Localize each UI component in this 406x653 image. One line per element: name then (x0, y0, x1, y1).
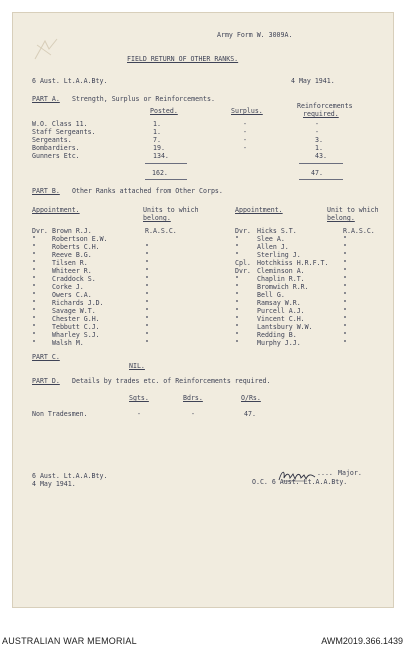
attached-name: Hicks S.T. (257, 227, 297, 235)
attached-name: Sterling J. (257, 251, 301, 259)
strength-row-reinforcements: - (315, 120, 319, 128)
attached-unit: " (145, 323, 149, 331)
strength-row-surplus: - (243, 120, 247, 128)
part-c-heading: PART C. (32, 353, 60, 361)
attached-name: Wharley S.J. (52, 331, 100, 339)
attached-unit: R.A.S.C. (343, 227, 375, 235)
reinf-total: 47. (311, 169, 323, 177)
units-header-right: Unit to which (327, 206, 379, 214)
attached-rank: " (235, 251, 239, 259)
attached-unit: " (145, 267, 149, 275)
attached-name: Savage W.T. (52, 307, 96, 315)
posted-header: Posted. (150, 107, 178, 115)
strength-row-reinforcements: - (315, 128, 319, 136)
attached-rank: " (235, 275, 239, 283)
part-c-value: NIL. (129, 362, 145, 370)
part-d-description: Details by trades etc. of Reinforcements required. (72, 377, 271, 385)
attached-name: Owers C.A. (52, 291, 92, 299)
strength-row-label: Gunners Etc. (32, 152, 80, 160)
strength-row-surplus: - (243, 128, 247, 136)
attached-name: Roberts C.H. (52, 243, 100, 251)
attached-rank: " (32, 339, 36, 347)
attached-rank: " (235, 243, 239, 251)
strength-row-reinforcements: 1. (315, 144, 323, 152)
archive-reference: AWM2019.366.1439 (321, 636, 403, 646)
signature-role: O.C. 6 Aust. Lt.A.A.Bty. (252, 478, 348, 486)
attached-unit: " (145, 315, 149, 323)
part-a-description: Strength, Surplus or Reinforcements. (72, 95, 215, 103)
attached-name: Whiteer R. (52, 267, 92, 275)
attached-rank: " (32, 323, 36, 331)
attached-unit: " (145, 275, 149, 283)
attached-name: Vincent C.H. (257, 315, 305, 323)
handwritten-mark (31, 35, 61, 63)
strength-row-label: Bombardiers. (32, 144, 80, 152)
attached-rank: " (235, 331, 239, 339)
reinforcements-header: Reinforcements (297, 102, 353, 110)
attached-rank: " (32, 251, 36, 259)
attached-name: Walsh M. (52, 339, 84, 347)
strength-row-surplus: - (243, 144, 247, 152)
attached-unit: " (343, 251, 347, 259)
units-header-left-2: belong. (143, 214, 171, 222)
attached-name: Cleminson A. (257, 267, 305, 275)
attached-rank: " (235, 291, 239, 299)
attached-unit: " (145, 251, 149, 259)
part-b-description: Other Ranks attached from Other Corps. (72, 187, 223, 195)
strength-row-surplus: - (243, 136, 247, 144)
units-header-left: Units to which (143, 206, 199, 214)
return-date: 4 May 1941. (291, 77, 335, 85)
attached-unit: " (343, 339, 347, 347)
strength-row-posted: 19. (153, 144, 165, 152)
strength-row-posted: 1. (153, 120, 161, 128)
document-title: FIELD RETURN OF OTHER RANKS. (127, 55, 239, 63)
attached-name: Lantsbury W.W. (257, 323, 313, 331)
bdrs-header: Bdrs. (183, 394, 203, 402)
attached-name: Chaplin R.T. (257, 275, 305, 283)
strength-row-posted: 1. (153, 128, 161, 136)
attached-rank: " (32, 275, 36, 283)
attached-unit: " (145, 291, 149, 299)
part-d-heading: PART D. (32, 377, 60, 385)
posted-total-rule (145, 163, 187, 164)
attached-name: Allen J. (257, 243, 289, 251)
signature-rank: Major. (338, 469, 362, 477)
strength-row-reinforcements: 43. (315, 152, 327, 160)
attached-name: Reeve B.G. (52, 251, 92, 259)
strength-row-label: W.O. Class 11. (32, 120, 88, 128)
units-header-right-2: belong. (327, 214, 355, 222)
attached-name: Corke J. (52, 283, 84, 291)
reinforcements-header-2: required. (303, 110, 339, 118)
attached-unit: " (343, 299, 347, 307)
attached-unit: " (145, 331, 149, 339)
strength-row-posted: 134. (153, 152, 169, 160)
ors-header: O/Rs. (241, 394, 261, 402)
document-sheet (12, 12, 394, 608)
attached-unit: " (343, 275, 347, 283)
attached-unit: " (343, 267, 347, 275)
attached-unit: " (343, 283, 347, 291)
attached-rank: " (235, 299, 239, 307)
attached-unit: " (343, 331, 347, 339)
attached-unit: " (343, 243, 347, 251)
attached-name: Hotchkiss H.R.F.T. (257, 259, 329, 267)
attached-unit: " (145, 283, 149, 291)
surplus-header: Surplus. (231, 107, 263, 115)
attached-rank: " (235, 323, 239, 331)
attached-unit: " (343, 291, 347, 299)
attached-name: Purcell A.J. (257, 307, 305, 315)
part-a-heading: PART A. (32, 95, 60, 103)
strength-row-posted: 7. (153, 136, 161, 144)
archive-name: AUSTRALIAN WAR MEMORIAL (2, 636, 137, 646)
attached-name: Bell G. (257, 291, 285, 299)
attached-rank: Dvr. (235, 227, 251, 235)
sgts-header: Sgts. (129, 394, 149, 402)
attached-name: Brown R.J. (52, 227, 92, 235)
attached-name: Redding B. (257, 331, 297, 339)
attached-rank: " (32, 259, 36, 267)
unit-name: 6 Aust. Lt.A.A.Bty. (32, 77, 108, 85)
attached-rank: " (32, 283, 36, 291)
reinf-total-rule (299, 163, 343, 164)
strength-row-reinforcements: 3. (315, 136, 323, 144)
attached-rank: " (32, 315, 36, 323)
appointment-header-right: Appointment. (235, 206, 283, 214)
attached-name: Ramsay W.R. (257, 299, 301, 307)
attached-unit: R.A.S.C. (145, 227, 177, 235)
attached-rank: " (32, 243, 36, 251)
attached-name: Slee A. (257, 235, 285, 243)
attached-unit: " (343, 323, 347, 331)
attached-rank: " (235, 283, 239, 291)
attached-name: Craddock S. (52, 275, 96, 283)
attached-name: Robertson E.W. (52, 235, 108, 243)
attached-unit: " (145, 243, 149, 251)
attached-rank: Cpl. (235, 259, 251, 267)
non-tradesmen-label: Non Tradesmen. (32, 410, 88, 418)
attached-rank: " (32, 291, 36, 299)
attached-unit: " (343, 235, 347, 243)
strength-row-label: Sergeants. (32, 136, 72, 144)
posted-total-underline (145, 179, 187, 180)
attached-rank: Dvr. (235, 267, 251, 275)
attached-unit: " (145, 259, 149, 267)
footer-date: 4 May 1941. (32, 480, 76, 488)
bdrs-value: - (191, 410, 195, 418)
attached-rank: " (235, 315, 239, 323)
attached-unit: " (343, 307, 347, 315)
attached-unit: " (145, 299, 149, 307)
attached-name: Tebbutt C.J. (52, 323, 100, 331)
ors-value: 47. (244, 410, 256, 418)
attached-rank: Dvr. (32, 227, 48, 235)
attached-name: Richards J.D. (52, 299, 104, 307)
attached-name: Chester G.H. (52, 315, 100, 323)
sgts-value: - (137, 410, 141, 418)
attached-rank: " (32, 235, 36, 243)
attached-unit: " (343, 259, 347, 267)
strength-row-label: Staff Sergeants. (32, 128, 96, 136)
attached-rank: " (235, 307, 239, 315)
attached-name: Bromwich R.R. (257, 283, 309, 291)
dotted-line: .... (317, 469, 333, 477)
attached-rank: " (32, 307, 36, 315)
part-b-heading: PART B. (32, 187, 60, 195)
attached-unit: " (145, 307, 149, 315)
attached-rank: " (32, 299, 36, 307)
attached-rank: " (235, 339, 239, 347)
attached-unit: " (145, 339, 149, 347)
archive-footer (0, 632, 406, 653)
attached-rank: " (32, 331, 36, 339)
attached-name: Murphy J.J. (257, 339, 301, 347)
attached-rank: " (235, 235, 239, 243)
form-id: Army Form W. 3009A. (217, 31, 293, 39)
reinf-total-underline (299, 179, 343, 180)
appointment-header-left: Appointment. (32, 206, 80, 214)
attached-unit: " (343, 315, 347, 323)
posted-total: 162. (152, 169, 168, 177)
attached-rank: " (32, 267, 36, 275)
footer-unit: 6 Aust. Lt.A.A.Bty. (32, 472, 108, 480)
attached-name: Tilsen R. (52, 259, 88, 267)
